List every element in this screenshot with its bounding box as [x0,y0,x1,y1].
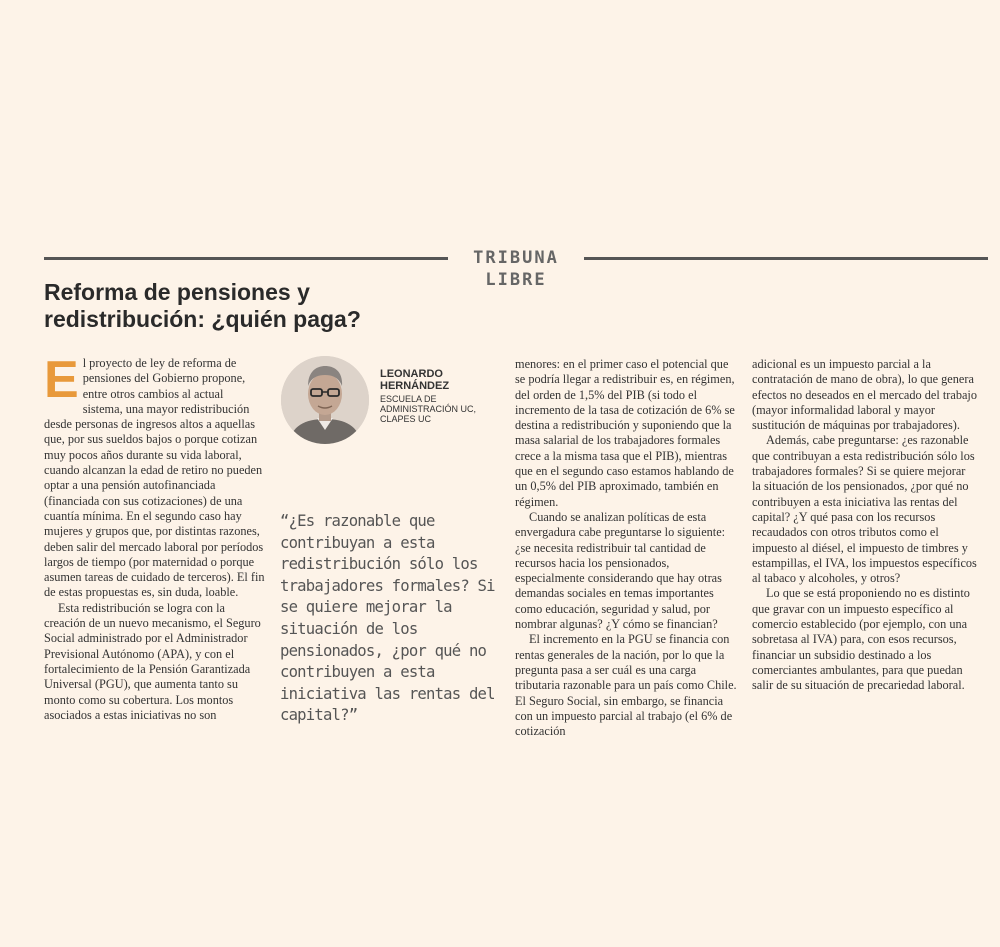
article-title: Reforma de pensiones y redistribución: ¿quién paga? [44,279,361,332]
article-column-1 [44,351,266,723]
pull-quote: “¿Es razonable que contribuyan a esta redistribución sólo los trabajadores formales? Si se quiere mejorar la situación de los pensionados, ¿por qué no contribuyen a esta iniciativa las rentas del capital?” [280,512,495,725]
section-label: TRIBUNA LIBRE [473,248,559,290]
article-paragraph: Esta redistribución se logra con la creación de un nuevo mecanismo, el Seguro Social administrado por el Administrador Previsional Autónomo (APA), y con el fortalecimiento de la Pensión Garantizada Universal (PGU), que aumenta tanto su monto como su cobertura. Los montos asociados a estas iniciativas no son [44,600,261,722]
drop-cap: E [44,351,79,409]
article-paragraph: Además, cabe preguntarse: ¿es razonable que contribuyan a esta redistribución sólo los trabajadores formales? Si se quiere mejorar la situación de los pensionados, ¿por qué no contribuyen a esta iniciativa las rentas del capital? ¿Y qué pasa con los recursos recaudados con otros tributos como el impuesto al diésel, el impuesto de timbres y estampillas, el IVA, los impuestos específicos al tabaco y alcoholes, y otros? [752,433,977,586]
article-paragraph: menores: en el primer caso el potencial que se podría llegar a redistribuir es, en régimen, del orden de 1,5% del PIB (si todo el incremento de la tasa de cotización de 6% se destina a redistribución y suponiendo que la masa salarial de los trabajadores formales crece a la misma tasa que el PIB), mientras que en el segundo caso estamos hablando de un 0,5% del PIB aproximado, también en régimen. [515,357,735,509]
article-paragraph: Cuando se analizan políticas de esta envergadura cabe preguntarse lo siguiente: ¿se necesita redistribuir tal cantidad de recursos hacia los pensionados, especialmente considerando que hay otras demandas sociales en temas importantes como educación, seguridad y salud, por nombrar algunas? ¿Y cómo se financian? [515,509,726,632]
author-name: LEONARDO HERNÁNDEZ [380,368,450,392]
article-column-3 [515,357,737,739]
article-column-4 [752,357,977,694]
article-paragraph: Lo que se está proponiendo no es distinto que gravar con un impuesto específico al comercio establecido (por ejemplo, con una sobretasa al IVA) para, con esos recursos, financiar un subsidio destinado a los comerciantes ambulantes, para que puedan salir de su situación de precariedad laboral. [752,586,970,693]
section-rule-left [44,257,448,260]
article-paragraph: El incremento en la PGU se financia con rentas generales de la nación, por lo que la pregunta pasa a ser cuál es una carga tributaria razonable para un país como Chile. El Seguro Social, sin embargo, se financia con un impuesto parcial al trabajo (el 6% de cotización [515,632,737,739]
section-rule-right [584,257,988,260]
author-affiliation: ESCUELA DE ADMINISTRACIÓN UC, CLAPES UC [380,394,477,424]
author-portrait-icon [281,356,369,444]
section-header [44,247,988,290]
article-paragraph: adicional es un impuesto parcial a la contratación de mano de obra), lo que genera efectos no deseados en el mercado del trabajo (mayor informalidad laboral y mayor sustitución de máquinas por trabajadores). [752,357,978,433]
author-photo [281,356,369,444]
article-paragraph: l proyecto de ley de reforma de pensiones del Gobierno propone, entre otros cambios al actual sistema, una mayor redistribución desde personas de ingresos altos a aquellas que, por sus sueldos bajos o porque cotizan muy pocos años durante su vida laboral, cuando alcanzan la edad de retiro no pueden optar a una pensión autofinanciada (financiada con sus cotizaciones) de una cuantía mínima. En el segundo caso hay mujeres y grupos que, por distintas razones, deben salir del mercado laboral por períodos largos de tiempo (por maternidad o porque asumen tareas de cuidado de terceros). El fin de estas propuestas es, sin duda, loable. [44,356,265,600]
author-byline [380,369,500,424]
